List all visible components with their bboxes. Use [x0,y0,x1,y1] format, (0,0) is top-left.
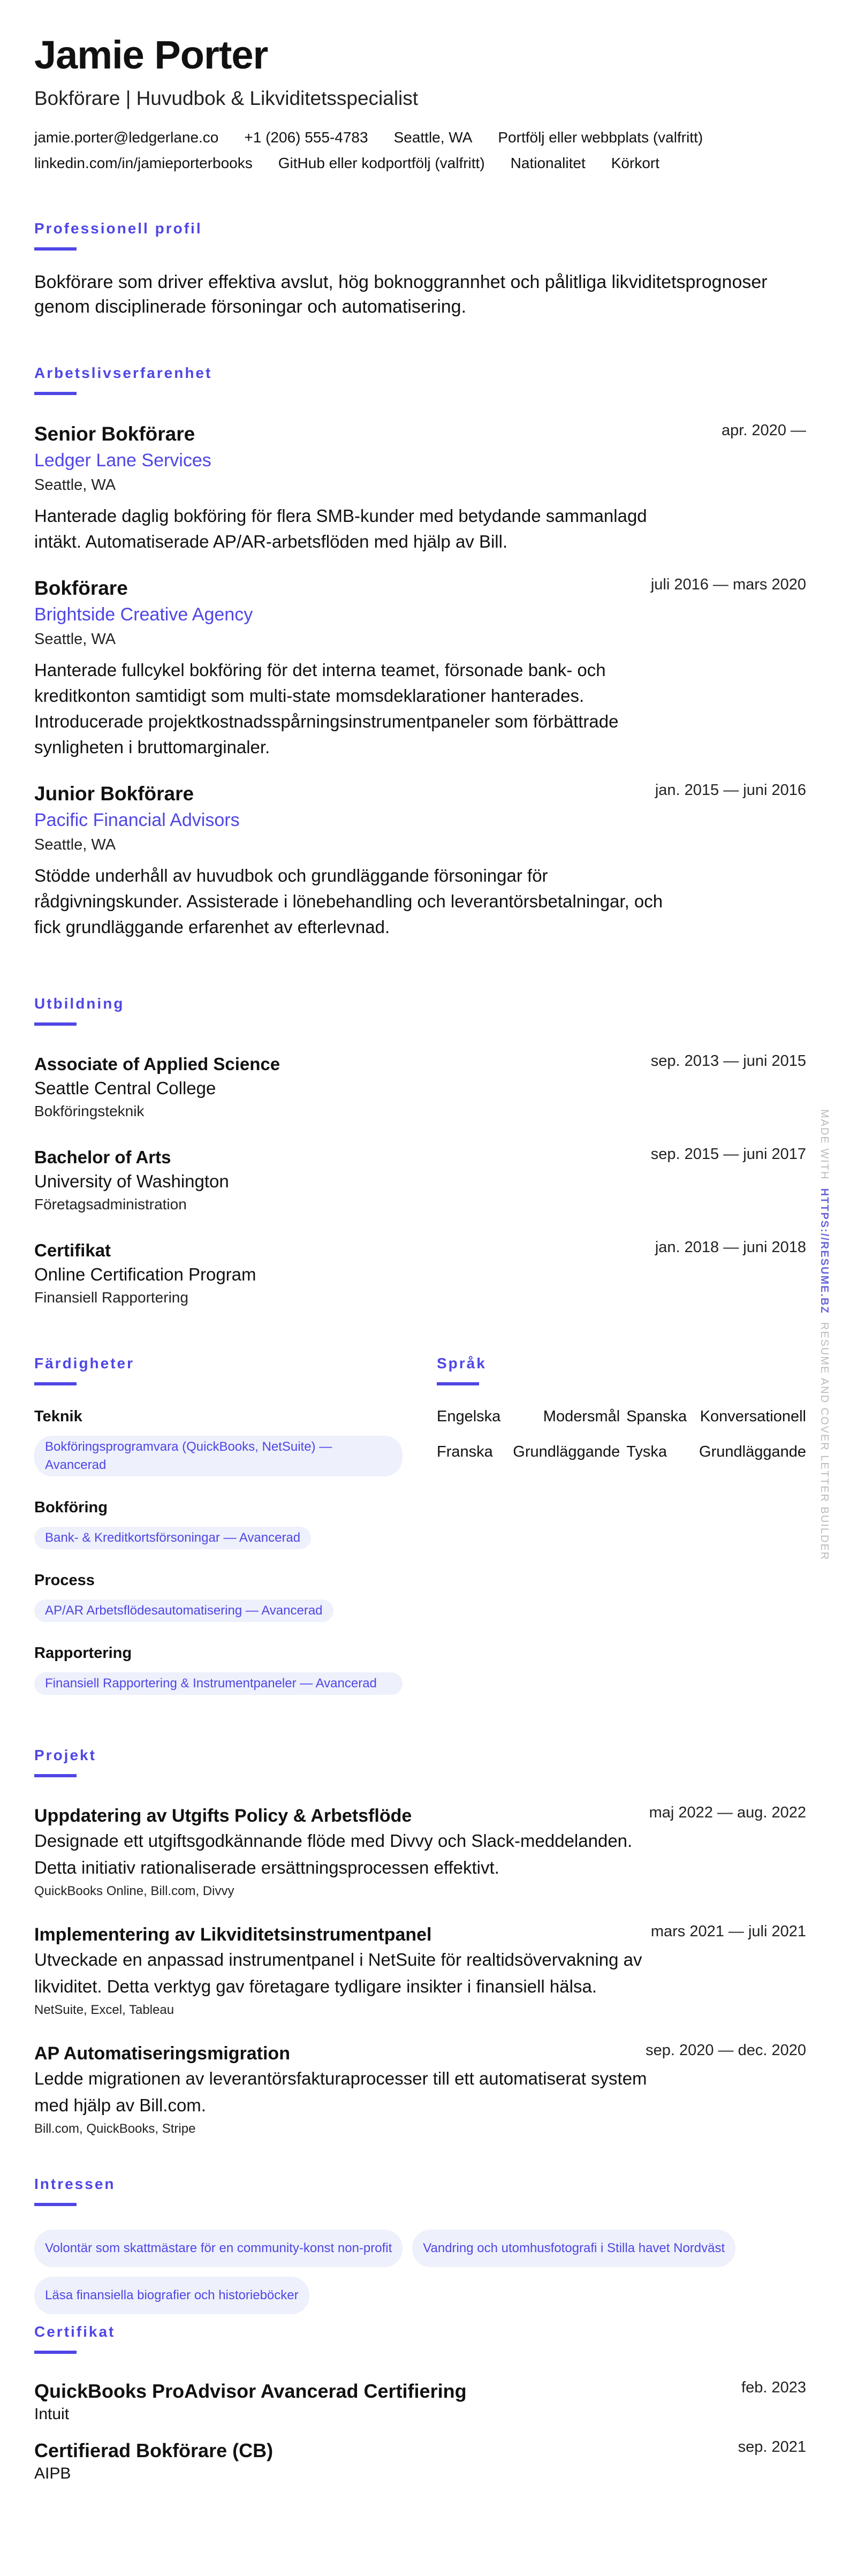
education-date: sep. 2013 — juni 2015 [650,1052,806,1070]
language-level: Konversationell [700,1408,806,1425]
section-heading: Utbildning [34,995,125,1012]
skill-chip: Bokföringsprogramvara (QuickBooks, NetSuite) — Avancerad [34,1436,403,1476]
education-degree: Associate of Applied Science [34,1054,280,1074]
project-tech: QuickBooks Online, Bill.com, Divvy [34,1884,234,1898]
watermark-link[interactable]: HTTPS://RESUME.BZ [818,1188,830,1314]
profile-text: Bokförare som driver effektiva avslut, hög boknoggrannhet och pålitliga likviditetsprognoser genom disciplinerade försoningar och automatisering. [34,272,768,317]
skill-group-name: Bokföring [34,1499,108,1516]
project-entry [34,1923,806,2020]
job-date: juli 2016 — mars 2020 [650,576,806,593]
project-entry [34,1804,806,1901]
project-entry [34,2042,806,2139]
job-description: Hanterade daglig bokföring för flera SMB-kunder med betydande sammanlagd intäkt. Automatiserade AP/AR-arbetsflöden med hjälp av Bill. [34,506,647,551]
watermark-suffix: RESUME AND COVER LETTER BUILDER [818,1322,830,1561]
job-title: Bokförare [34,577,128,599]
section-underline [34,1022,77,1026]
skill-chip: Finansiell Rapportering & Instrumentpaneler — Avancerad [34,1672,403,1695]
project-title: Uppdatering av Utgifts Policy & Arbetsflöde [34,1806,412,1826]
job-company: Pacific Financial Advisors [34,810,240,830]
candidate-title: Bokförare | Huvudbok & Likviditetsspecialist [34,87,419,109]
certificate-issuer: Intuit [34,2405,70,2423]
education-field: Bokföringsteknik [34,1103,145,1119]
candidate-name: Jamie Porter [34,33,268,77]
language-list [437,1407,806,1461]
education-school: Online Certification Program [34,1264,256,1284]
education-entry [34,1239,806,1308]
education-degree: Certifikat [34,1240,111,1260]
watermark-prefix: MADE WITH [818,1109,830,1180]
certificate-title: QuickBooks ProAdvisor Avancerad Certifiering [34,2380,467,2402]
project-date: maj 2022 — aug. 2022 [649,1804,806,1821]
project-title: Implementering av Likviditetsinstrumentpanel [34,1925,432,1945]
certificate-title: Certifierad Bokförare (CB) [34,2439,274,2461]
interest-chip: Vandring och utomhusfotografi i Stilla havet Nordväst [412,2230,735,2267]
project-date: mars 2021 — juli 2021 [650,1923,806,1940]
contact-list [34,128,794,172]
job-company: Brightside Creative Agency [34,604,253,625]
project-description: Utveckade en anpassad instrumentpanel i NetSuite för realtidsövervakning av likviditet. Detta verktyg gav företagare tydligare insikter i finansiell hälsa. [34,1950,642,1996]
language-name: Engelska [437,1408,501,1425]
language-level: Grundläggande [699,1443,806,1460]
skill-group-name: Teknik [34,1408,82,1425]
project-title: AP Automatiseringsmigration [34,2043,290,2064]
language-name: Tyska [626,1443,667,1460]
interest-chip: Volontär som skattmästare för en community-konst non-profit [34,2230,403,2267]
skill-group-name: Rapportering [34,1645,132,1662]
job-company: Ledger Lane Services [34,450,211,471]
section-underline [34,1382,77,1385]
section-heading: Professionell profil [34,220,202,237]
interest-chip: Läsa finansiella biografier och historieböcker [34,2277,309,2314]
resume-page [34,0,806,2576]
interests-section [34,2175,806,2314]
education-degree: Bachelor of Arts [34,1147,171,1167]
certificates-section [34,2323,806,2484]
section-heading: Intressen [34,2176,116,2192]
section-underline [34,2351,77,2354]
job-entry [34,422,806,555]
profile-section [34,219,806,319]
section-underline [34,2203,77,2206]
job-title: Junior Bokförare [34,783,194,805]
job-entry [34,576,806,760]
contact-github[interactable]: GitHub eller kodportfölj (valfritt) [278,155,485,171]
projects-section [34,1746,806,2139]
education-field: Företagsadministration [34,1196,187,1213]
section-underline [34,1774,77,1777]
interest-list [34,2230,794,2314]
project-date: sep. 2020 — dec. 2020 [646,2042,806,2059]
certificate-entry [34,2379,806,2425]
language-level: Grundläggande [513,1443,620,1460]
education-school: Seattle Central College [34,1078,216,1098]
section-heading: Arbetslivserfarenhet [34,365,212,381]
certificate-issuer: AIPB [34,2465,71,2482]
education-date: jan. 2018 — juni 2018 [655,1239,806,1256]
contact-portfolio[interactable]: Portfölj eller webbplats (valfritt) [498,129,703,146]
education-date: sep. 2015 — juni 2017 [650,1146,806,1163]
education-school: University of Washington [34,1171,229,1191]
education-entry [34,1052,806,1122]
job-date: apr. 2020 — [722,422,806,439]
job-description: Stödde underhåll av huvudbok och grundläggande försoningar för rådgivningskunder. Assisterade i lönebehandling och leverantörsbetalningar, och fick grundläggande erfarenhet av efterlevnad. [34,866,663,937]
section-heading: Projekt [34,1747,96,1763]
job-title: Senior Bokförare [34,423,195,445]
job-location: Seattle, WA [34,631,116,648]
job-date: jan. 2015 — juni 2016 [655,782,806,799]
project-tech: Bill.com, QuickBooks, Stripe [34,2122,196,2136]
section-heading: Certifikat [34,2323,116,2340]
education-entry [34,1146,806,1215]
watermark [818,1109,830,1560]
certificate-date: sep. 2021 [738,2438,806,2456]
contact-license: Körkort [611,155,659,171]
certificate-date: feb. 2023 [741,2379,806,2396]
section-underline [437,1382,479,1385]
certificate-entry [34,2438,806,2484]
language-name: Spanska [626,1408,687,1425]
contact-location: Seattle, WA [393,129,473,146]
project-tech: NetSuite, Excel, Tableau [34,2003,174,2017]
experience-section [34,364,806,940]
job-location: Seattle, WA [34,476,116,494]
section-underline [34,247,77,251]
skill-group-name: Process [34,1572,95,1589]
contact-email[interactable]: jamie.porter@ledgerlane.co [34,129,219,146]
job-entry [34,782,806,940]
job-description: Hanterade fullcykel bokföring för det interna teamet, försonade bank- och kreditkonton samtidigt som multi-state momsdeklarationer hanterades. Introducerade projektkostnadsspårningsinstrumentpaneler som förbättrade synligheten i bruttomarginaler. [34,660,619,757]
section-underline [34,392,77,395]
education-section [34,995,806,1308]
project-description: Designade ett utgiftsgodkännande flöde med Divvy och Slack-meddelanden. Detta initiativ rationaliserade ersättningsprocessen effektivt. [34,1831,633,1877]
skill-chip: AP/AR Arbetsflödesautomatisering — Avancerad [34,1600,333,1622]
skill-chip: Bank- & Kreditkortsförsoningar — Avancerad [34,1527,311,1549]
section-heading: Språk [437,1355,487,1372]
skills-languages-row [34,1354,806,1695]
job-location: Seattle, WA [34,836,116,853]
contact-linkedin[interactable]: linkedin.com/in/jamieporterbooks [34,155,253,171]
contact-nationality: Nationalitet [510,155,586,171]
education-field: Finansiell Rapportering [34,1289,188,1306]
section-heading: Färdigheter [34,1355,135,1372]
contact-phone[interactable]: +1 (206) 555-4783 [244,129,368,146]
language-level: Modersmål [543,1408,620,1425]
resume-header [34,31,806,172]
skills-section [34,1354,437,1695]
project-description: Ledde migrationen av leverantörsfakturaprocesser till ett automatiserat system med hjälp av Bill.com. [34,2069,647,2115]
language-name: Franska [437,1443,493,1460]
languages-section [437,1354,806,1695]
